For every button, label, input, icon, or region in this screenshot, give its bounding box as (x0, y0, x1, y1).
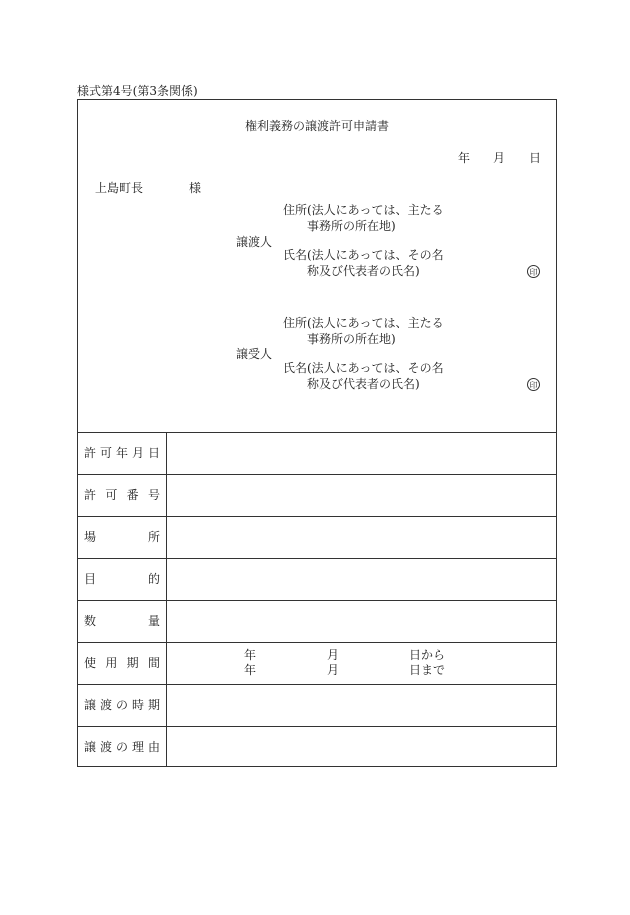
transferee-seal-mark: 印 (527, 378, 540, 391)
table-divider (78, 432, 556, 433)
label-char: の (115, 740, 128, 754)
transferor-address-note: 事務所の所在地) (307, 219, 396, 233)
label-char: 号 (147, 488, 160, 502)
label-char: 由 (147, 740, 160, 754)
form-number-label: 様式第4号(第3条関係) (77, 84, 198, 98)
label-char: 許 (84, 488, 97, 502)
period-to-day: 日まで (409, 663, 446, 677)
table-divider (78, 684, 556, 685)
table-divider (78, 474, 556, 475)
row-label-transfer-reason (84, 740, 160, 754)
label-char: 所 (147, 530, 160, 544)
application-form (77, 99, 557, 767)
label-char: 期 (126, 656, 139, 670)
transferor-name-note: 称及び代表者の氏名) (307, 264, 420, 278)
label-column-divider (166, 432, 167, 766)
label-char: 期 (147, 698, 160, 712)
label-char: 量 (147, 614, 160, 628)
row-label-permit-date (84, 446, 160, 460)
label-char: 日 (147, 446, 160, 460)
label-char: 渡 (99, 740, 112, 754)
row-label-purpose (84, 572, 160, 586)
label-char: 譲 (84, 740, 97, 754)
row-label-location (84, 530, 160, 544)
table-divider (78, 558, 556, 559)
label-char: 理 (131, 740, 144, 754)
label-char: 使 (84, 656, 97, 670)
label-char: 的 (147, 572, 160, 586)
label-char: 番 (126, 488, 139, 502)
label-char: 許 (84, 446, 97, 460)
date-day: 日 (529, 151, 542, 165)
transferor-role: 譲渡人 (236, 235, 273, 249)
transferee-address-note: 事務所の所在地) (307, 332, 396, 346)
transferor-name-label: 氏名(法人にあっては、その名 (283, 248, 444, 262)
table-divider (78, 726, 556, 727)
label-char: 可 (99, 446, 112, 460)
row-label-quantity (84, 614, 160, 628)
period-from-year: 年 (244, 648, 257, 662)
table-divider (78, 600, 556, 601)
label-char: 年 (115, 446, 128, 460)
row-label-usage-period (84, 656, 160, 670)
row-label-permit-number (84, 488, 160, 502)
row-label-transfer-timing (84, 698, 160, 712)
label-char: 月 (131, 446, 144, 460)
date-month: 月 (493, 151, 506, 165)
label-char: 場 (84, 530, 97, 544)
form-title: 権利義務の譲渡許可申請書 (244, 119, 389, 133)
period-from-day: 日から (409, 648, 446, 662)
table-divider (78, 642, 556, 643)
addressee-honorific: 様 (189, 181, 202, 195)
label-char: 間 (147, 656, 160, 670)
transferor-seal-mark: 印 (527, 265, 540, 278)
transferee-name-note: 称及び代表者の氏名) (307, 377, 420, 391)
transferee-name-label: 氏名(法人にあっては、その名 (283, 361, 444, 375)
transferor-address-label: 住所(法人にあっては、主たる (283, 203, 444, 217)
transferee-role: 譲受人 (236, 347, 273, 361)
table-divider (78, 516, 556, 517)
label-char: 可 (105, 488, 118, 502)
label-char: の (115, 698, 128, 712)
transferee-address-label: 住所(法人にあっては、主たる (283, 316, 444, 330)
addressee-name: 上島町長 (95, 181, 144, 195)
label-char: 用 (105, 656, 118, 670)
label-char: 数 (84, 614, 97, 628)
period-to-month: 月 (327, 663, 340, 677)
label-char: 譲 (84, 698, 97, 712)
label-char: 渡 (99, 698, 112, 712)
label-char: 時 (131, 698, 144, 712)
label-char: 目 (84, 572, 97, 586)
period-from-month: 月 (327, 648, 340, 662)
date-year: 年 (458, 151, 471, 165)
period-to-year: 年 (244, 663, 257, 677)
